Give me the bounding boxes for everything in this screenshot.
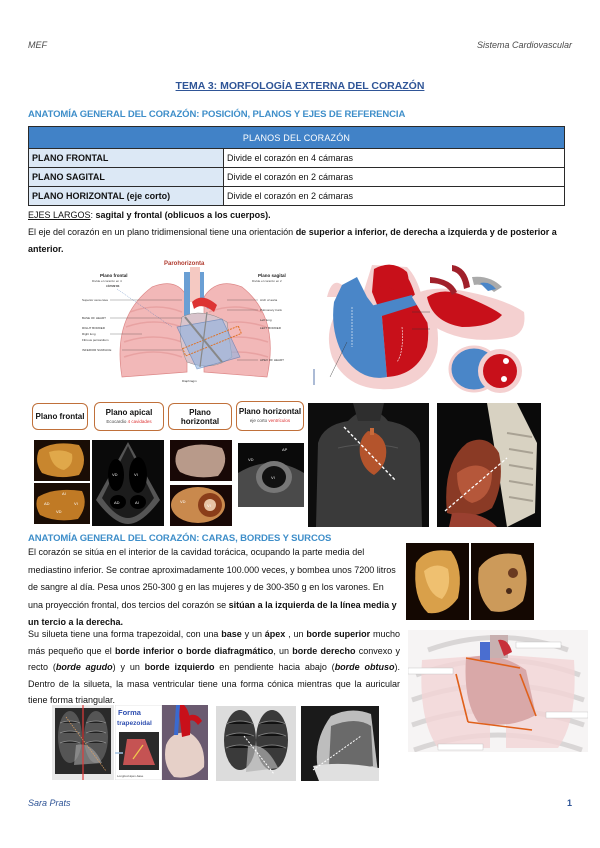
svg-text:VI: VI (271, 475, 275, 480)
planes-table (28, 126, 565, 206)
svg-text:VD: VD (56, 509, 62, 514)
table-cell-description: Divide el corazón en 4 cámaras (224, 149, 565, 168)
torso-heart-axis-lateral (437, 403, 541, 527)
svg-text:cámaras: cámaras (106, 284, 120, 288)
svg-text:Divide el corazón en 2: Divide el corazón en 2 (252, 279, 282, 283)
heart-3d-posterior (471, 543, 534, 620)
ejes-largos-line: EJES LARGOS: sagital y frontal (oblicuos a los cuerpos). (28, 210, 271, 220)
axis-orientation-paragraph: El eje del corazón en un plano tridimensional tiene una orientación de superior a inferior, de derecha a izquierda y de posterior a anterior. (28, 227, 557, 254)
diagram-title: Parohorizonta (164, 261, 205, 267)
trapezoid-shape-diagram (115, 705, 162, 780)
silhouette-paragraph (28, 626, 400, 709)
svg-text:Plano sagital: Plano sagital (258, 273, 286, 278)
svg-text:Diaphragm: Diaphragm (182, 379, 197, 383)
table-cell-plane: PLANO HORIZONTAL (eje corto) (29, 187, 224, 206)
svg-text:Fibrous pericardium: Fibrous pericardium (82, 338, 109, 342)
svg-text:VI: VI (74, 501, 78, 506)
svg-text:VD: VD (248, 457, 254, 462)
ejes-largos-label: EJES LARGOS (28, 210, 91, 220)
header-right: Sistema Cardiovascular (476, 40, 572, 50)
ejes-largos-text: sagital y frontal (oblicuos a los cuerpos). (93, 210, 271, 220)
echo-apical-4-chamber (92, 440, 164, 526)
page-number: 1 (566, 798, 572, 808)
header-left: MEF (28, 40, 47, 50)
trapezoid-caption-1: Forma (118, 708, 141, 717)
table-cell-description: Divide el corazón en 2 cámaras (224, 187, 565, 206)
specimen-horizontal-bottom (170, 485, 232, 526)
heart-location-paragraph: El corazón se sitúa en el interior de la cavidad torácica, ocupando la parte media del mediastino inferior. Se contrae aproximadamente 100.000 veces, y bombea unos 7200 litros de sangre al día. Pesa unos 250-300 g en las mujeres y de 300-350 g en los varones. En una proyección frontal, dos tercios del corazón se sitúan a la izquierda de la línea media y un tercio a la derecha. (28, 547, 397, 628)
svg-text:Left lung: Left lung (260, 318, 272, 322)
svg-text:BASE OF HEART: BASE OF HEART (82, 316, 106, 320)
svg-text:Divide el corazón en 4: Divide el corazón en 4 (92, 279, 122, 283)
svg-text:Plano frontal: Plano frontal (100, 273, 128, 278)
specimen-horizontal-top (170, 440, 232, 481)
trapezoid-caption-2: trapezoidal (117, 720, 152, 727)
plane-label-horizontal: Plano horizontal (168, 403, 232, 430)
thorax-3d-borders (408, 630, 588, 752)
table-cell-description: Divide el corazón en 2 cámaras (224, 168, 565, 187)
heart-anterior-specimen (162, 705, 208, 780)
svg-text:Superior vena cava: Superior vena cava (82, 298, 108, 302)
table-cell-plane: PLANO SAGITAL (29, 168, 224, 187)
table-row (29, 149, 565, 168)
thorax-planes-diagram (82, 257, 310, 387)
svg-text:LEFT BORDER: LEFT BORDER (260, 326, 281, 330)
specimen-frontal-bottom (34, 483, 90, 524)
svg-text:VI: VI (207, 503, 211, 508)
footer-author: Sara Prats (28, 798, 71, 808)
svg-text:AP: AP (282, 447, 288, 452)
section-heading-position: ANATOMÍA GENERAL DEL CORAZÓN: POSICIÓN, PLANOS Y EJES DE REFERENCIA (28, 109, 406, 120)
svg-text:AD: AD (44, 501, 50, 506)
torso-heart-axis-front (308, 403, 429, 527)
xray-frontal-axis (216, 706, 296, 781)
svg-text:Longitud ápex-base: Longitud ápex-base (117, 774, 144, 778)
plane-label-horizontal-short-axis: Plano horizontal eje corto ventrículos (236, 401, 304, 431)
svg-text:APEX OF HEART: APEX OF HEART (260, 358, 284, 362)
svg-text:Arch of aorta: Arch of aorta (260, 298, 278, 302)
svg-text:AD: AD (114, 500, 120, 505)
table-header-row (29, 127, 565, 149)
svg-text:VD: VD (180, 499, 186, 504)
specimen-frontal-top (34, 440, 90, 481)
table-row (29, 168, 565, 187)
plane-label-frontal: Plano frontal (32, 403, 88, 430)
svg-text:AI: AI (62, 491, 66, 496)
svg-text:RIGHT BORDER: RIGHT BORDER (82, 326, 105, 330)
svg-text:Right lung: Right lung (82, 332, 96, 336)
svg-text:VI: VI (134, 472, 138, 477)
table-cell-plane: PLANO FRONTAL (29, 149, 224, 168)
svg-text:Pulmonary trunk: Pulmonary trunk (260, 308, 282, 312)
xray-frontal-midline (52, 705, 114, 780)
table-row (29, 187, 565, 206)
svg-text:VD: VD (112, 472, 118, 477)
xray-lateral-axis (301, 706, 379, 781)
heart-3d-anterior (406, 543, 469, 620)
table-header: PLANOS DEL CORAZÓN (29, 127, 565, 149)
section-heading-faces: ANATOMÍA GENERAL DEL CORAZÓN: CARAS, BORDES Y SURCOS (28, 533, 332, 544)
echo-short-axis (238, 443, 304, 507)
page-title: TEMA 3: MORFOLOGÍA EXTERNA DEL CORAZÓN (175, 80, 425, 92)
silhouette-text: Su silueta tiene una forma trapezoidal, con una base y un ápex , un borde superior mucho más pequeño que el borde inferior o borde diafragmático, un borde derecho convexo y recto (borde agudo) y un borde izquierdo en pendiente hacia abajo (borde obtuso). Dentro de la silueta, la masa ventricular tiene una forma cónica mientras que la auricular tiene forma triangular. (28, 629, 401, 706)
heart-chambers-diagram (312, 257, 538, 395)
plane-label-apical: Plano apical Ecocardio 4 cavidades (94, 402, 164, 431)
svg-text:INFERIOR SURFACE: INFERIOR SURFACE (82, 348, 112, 352)
svg-text:AI: AI (135, 500, 139, 505)
